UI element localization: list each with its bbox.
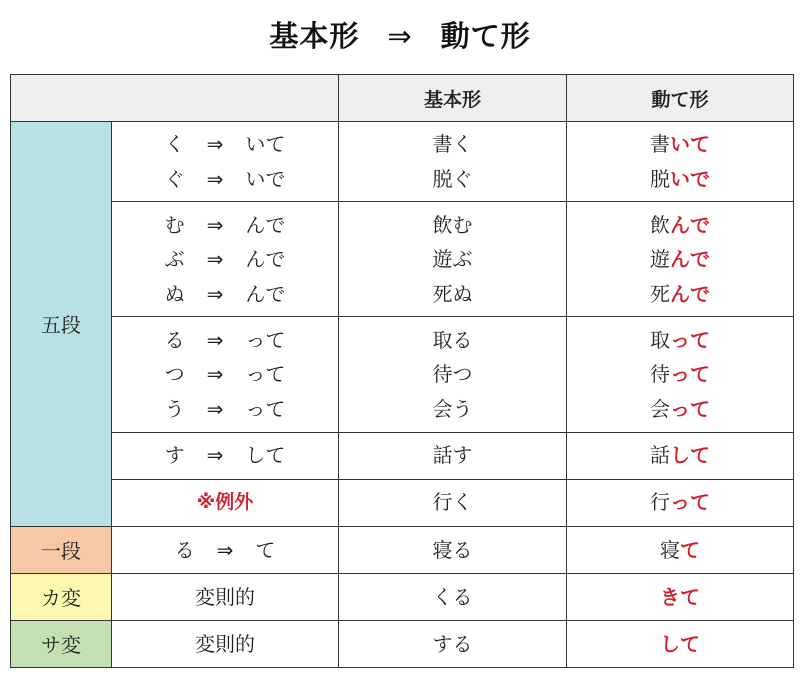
- base-form-cell: 書く 脱ぐ: [339, 122, 567, 202]
- table-row: [11, 202, 794, 317]
- base-form-cell: くる: [339, 573, 567, 620]
- title-te-form: 動て形: [440, 19, 531, 53]
- title-arrow: ⇒: [387, 19, 413, 53]
- rule-cell: 変則的: [112, 620, 339, 667]
- rule-cell: む ⇒ んで ぶ ⇒ んで ぬ ⇒ んで: [112, 202, 339, 317]
- base-form-cell: 寝る: [339, 526, 567, 573]
- table-row: [11, 317, 794, 432]
- header-base-form: 基本形: [339, 75, 567, 122]
- te-form-cell: 行って: [567, 479, 794, 526]
- category-sa-hen: サ変: [11, 620, 112, 667]
- te-form-cell: 話して: [567, 432, 794, 479]
- rule-cell: く ⇒ いて ぐ ⇒ いで: [112, 122, 339, 202]
- te-form-cell: 書いて 脱いで: [567, 122, 794, 202]
- exception-label: ※例外: [112, 479, 339, 526]
- table-row: [11, 573, 794, 620]
- base-form-cell: 取る 待つ 会う: [339, 317, 567, 432]
- title-base-form: 基本形: [269, 19, 360, 53]
- category-ichidan: 一段: [11, 526, 112, 573]
- category-ka-hen: カ変: [11, 573, 112, 620]
- te-form-cell: きて: [567, 573, 794, 620]
- base-form-cell: 話す: [339, 432, 567, 479]
- table-row: [11, 620, 794, 667]
- conjugation-table: [10, 74, 794, 668]
- category-godan: 五段: [11, 122, 112, 527]
- te-form-cell: 飲んで 遊んで 死んで: [567, 202, 794, 317]
- table-row: [11, 526, 794, 573]
- table-row: [11, 432, 794, 479]
- table-row: [11, 122, 794, 202]
- table-row: [11, 479, 794, 526]
- base-form-cell: 行く: [339, 479, 567, 526]
- te-form-cell: 取って 待って 会って: [567, 317, 794, 432]
- rule-cell: る ⇒ って つ ⇒ って う ⇒ って: [112, 317, 339, 432]
- te-form-cell: 寝て: [567, 526, 794, 573]
- rule-cell: る ⇒ て: [112, 526, 339, 573]
- page-title: [0, 14, 800, 55]
- header-te-form: 動て形: [567, 75, 794, 122]
- rule-cell: す ⇒ して: [112, 432, 339, 479]
- header-blank: [11, 75, 339, 122]
- te-form-cell: して: [567, 620, 794, 667]
- base-form-cell: 飲む 遊ぶ 死ぬ: [339, 202, 567, 317]
- base-form-cell: する: [339, 620, 567, 667]
- rule-cell: 変則的: [112, 573, 339, 620]
- header-row: [11, 75, 794, 122]
